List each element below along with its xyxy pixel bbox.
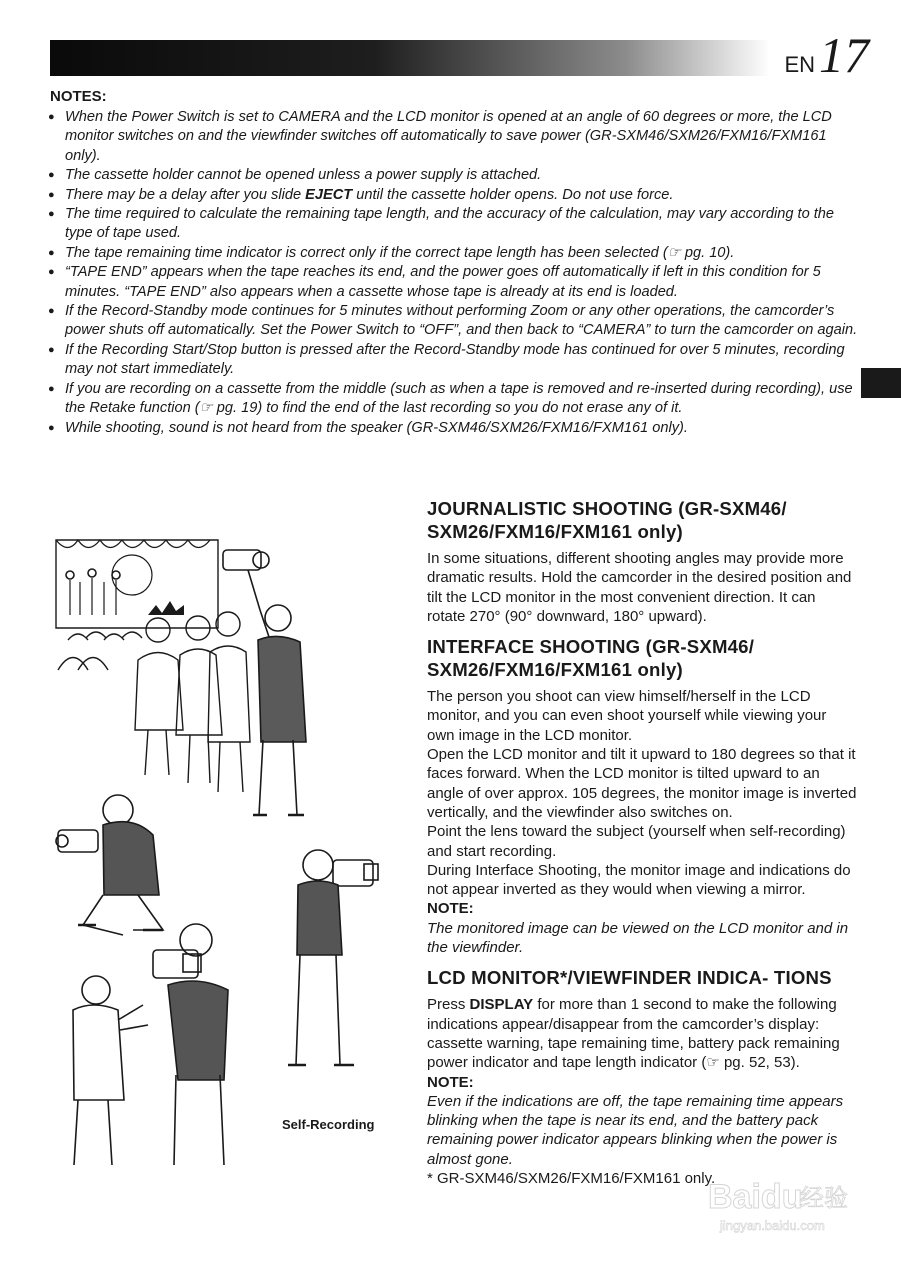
baidu-watermark bbox=[700, 1170, 870, 1240]
journalistic-title: JOURNALISTIC SHOOTING (GR-SXM46/ SXM26/FXM16/FXM161 only) bbox=[427, 498, 787, 542]
shooting-illustration bbox=[48, 520, 408, 1170]
self-recording-man bbox=[288, 850, 378, 1065]
interface-title: INTERFACE SHOOTING (GR-SXM46/ SXM26/FXM16/FXM161 only) bbox=[427, 636, 755, 681]
interface-paragraph: The person you shoot can view himself/herself in the LCD monitor, and you can even shoot yourself while viewing your own image in the LCD monitor. bbox=[427, 688, 827, 744]
journalistic-body: In some situations, different shooting angles may provide more dramatic results. Hold the camcorder in the desired position and tilt the LCD monitor in the most convenient direction. It can rotate 270° (90° downward, 180° upward). bbox=[427, 550, 852, 625]
note-item: ● While shooting, sound is not heard from the speaker (GR-SXM46/SXM26/FXM16/FXM161 only). bbox=[48, 419, 860, 438]
notes-list bbox=[48, 108, 860, 438]
eject-label: EJECT bbox=[305, 186, 353, 203]
note-item: ● The cassette holder cannot be opened unless a power supply is attached. bbox=[48, 166, 860, 185]
interface-paragraph: Open the LCD monitor and tilt it upward to 180 degrees so that it faces forward. When the LCD monitor is tilted upward to an angle of over approx. 105 degrees, the monitor image is inverted vertically, and the viewfinder also switches on. bbox=[427, 746, 857, 821]
page-prefix: EN bbox=[784, 52, 815, 77]
lcd-section bbox=[427, 966, 857, 1188]
journalistic-section bbox=[427, 497, 857, 626]
watermark-text: du bbox=[760, 1178, 803, 1216]
note-item: ● The time required to calculate the remaining tape length, and the accuracy of the calculation, may vary according to the type of tape used. bbox=[48, 205, 860, 244]
note-item bbox=[48, 186, 860, 205]
interface-paragraph: Point the lens toward the subject (yourself when self-recording) and start recording. bbox=[427, 823, 846, 860]
note-text: until the cassette holder opens. Do not use force. bbox=[352, 186, 674, 203]
note-item: ● When the Power Switch is set to CAMERA and the LCD monitor is opened at an angle of 60 degrees or more, the LCD monitor switches on and the viewfinder switches off automatically to save power (GR-SXM46/SXM26/FXM16/FXM161 only). bbox=[48, 108, 860, 166]
interface-paragraph: During Interface Shooting, the monitor image and indications do not appear inverted as they would when viewing a mirror. bbox=[427, 861, 851, 899]
page-number bbox=[784, 27, 869, 83]
interface-note-text: The monitored image can be viewed on the LCD monitor and in the viewfinder. bbox=[427, 919, 849, 957]
lcd-note-text: Even if the indications are off, the tape remaining time appears blinking when the tape is near its end, and the battery pack remaining power indicator appears blinking when the power is almost gone. bbox=[427, 1092, 844, 1168]
note-item: ● If you are recording on a cassette from the middle (such as when a tape is removed and re-inserted during recording), use the Retake function (☞ pg. 19) to find the end of the last recording so you do not erase any of it. bbox=[48, 380, 860, 419]
page-number-value: 17 bbox=[819, 27, 869, 83]
illustration-caption: Self-Recording bbox=[282, 1117, 375, 1132]
lcd-body-text: Press bbox=[427, 996, 470, 1014]
note-item: ● The tape remaining time indicator is correct only if the correct tape length has been selected (☞ pg. 10). bbox=[48, 244, 860, 263]
crowd-figures bbox=[58, 612, 250, 792]
note-item: ● If the Record-Standby mode continues for 5 minutes without performing Zoom or any other operations, the camcorder’s power shuts off automatically. Set the Power Switch to “OFF”, and then back to “CAMERA” to turn the camcorder on again. bbox=[48, 302, 860, 341]
interface-section bbox=[427, 635, 857, 957]
note-item: ● If the Recording Start/Stop button is pressed after the Record-Standby mode has continued for over 5 minutes, recording may not start immediately. bbox=[48, 341, 860, 380]
notes-heading: NOTES: bbox=[50, 88, 107, 105]
watermark-url: jingyan.baidu.com bbox=[720, 1218, 825, 1233]
lcd-title: LCD MONITOR*/VIEWFINDER INDICA- TIONS bbox=[427, 967, 832, 989]
stage-scene bbox=[56, 540, 218, 628]
lcd-body bbox=[427, 995, 857, 1072]
man-raised-camcorder bbox=[223, 550, 306, 815]
interface-shooting-pair bbox=[73, 924, 228, 1165]
note-item: ● “TAPE END” appears when the tape reaches its end, and the power goes off automatically if left in this condition for 5 minutes. “TAPE END” also appears when a cassette whose tape is already at its end is loaded. bbox=[48, 263, 860, 302]
interface-note-label: NOTE: bbox=[427, 900, 474, 918]
right-column bbox=[427, 497, 857, 1197]
display-button-label: DISPLAY bbox=[469, 996, 534, 1014]
kneeling-man-camcorder bbox=[56, 795, 163, 935]
lcd-note-label: NOTE: bbox=[427, 1073, 474, 1091]
header-bar bbox=[50, 40, 770, 76]
lcd-body-text: for more than 1 second to make the following indications appear/disappear from the camcorder’s display: cassette warning, tape remaining time, battery pack remaining power indicator and tape length indicator (☞ pg. 52, 53). bbox=[427, 996, 840, 1072]
watermark-text: 经验 bbox=[800, 1184, 848, 1212]
note-text: There may be a delay after you slide bbox=[65, 186, 306, 203]
section-tab bbox=[861, 368, 901, 398]
watermark-text: Bai bbox=[708, 1178, 761, 1216]
svg-text:Baidu bbox=[708, 1178, 802, 1216]
lcd-footnote: * GR-SXM46/SXM26/FXM16/FXM161 only. bbox=[427, 1170, 716, 1188]
